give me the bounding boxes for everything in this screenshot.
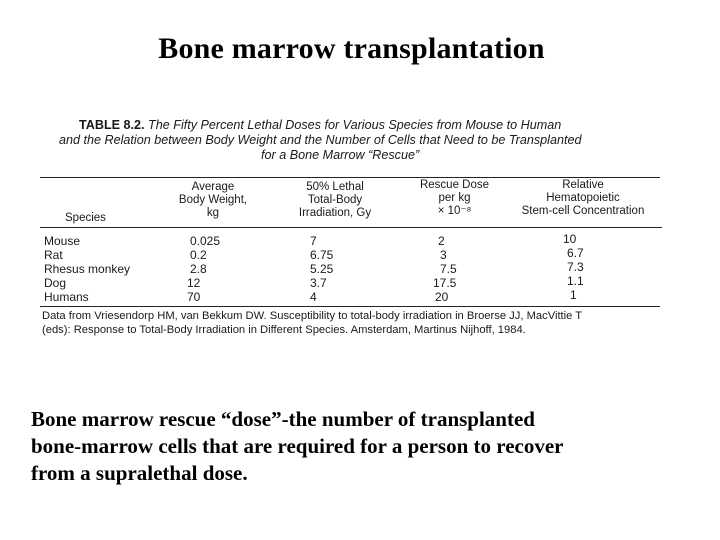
definition-line-3: from a supralethal dose. [31, 461, 248, 485]
cell-species: Dog [44, 276, 67, 290]
cell-weight: 0.025 [190, 234, 221, 248]
caption-line-2: and the Relation between Body Weight and the Number of Cells that Need to be Transplanted [59, 133, 582, 147]
definition-line-1: Bone marrow rescue “dose”-the number of transplanted [31, 407, 535, 431]
header-lethal-line-1: 50% Lethal [306, 181, 364, 193]
table-bottom-rule [40, 306, 660, 307]
slide-title: Bone marrow transplantation [158, 32, 545, 65]
header-rescue-dose [392, 179, 517, 218]
table-header-rule [40, 227, 662, 228]
cell-weight: 2.8 [190, 262, 207, 276]
cell-stem: 1.1 [567, 274, 584, 288]
header-rescue-line-1: Rescue Dose [419, 179, 490, 191]
cell-rescue: 17.5 [433, 276, 457, 290]
cell-species: Humans [44, 290, 89, 304]
cell-weight: 70 [187, 290, 201, 304]
cell-lethal: 7 [310, 234, 317, 248]
header-stem-line-3: Stem-cell Concentration [521, 205, 645, 217]
header-lethal-line-2: Total-Body [307, 194, 363, 206]
cell-weight: 12 [187, 276, 201, 290]
header-stem-cell [508, 179, 658, 218]
table-caption [59, 118, 659, 163]
cell-stem: 10 [563, 232, 577, 246]
header-species-line: Species [65, 212, 106, 224]
cell-lethal: 4 [310, 290, 317, 304]
cell-species: Mouse [44, 234, 81, 248]
cell-rescue: 2 [438, 234, 445, 248]
header-lethal-line-3: Irradiation, Gy [298, 207, 372, 219]
cell-stem: 1 [570, 288, 577, 302]
header-weight-line-2: Body Weight, [178, 194, 248, 206]
cell-lethal: 6.75 [310, 248, 334, 262]
cell-rescue: 7.5 [440, 262, 457, 276]
header-body-weight [158, 181, 268, 220]
caption-line-3: for a Bone Marrow “Rescue” [261, 148, 420, 162]
header-stem-line-2: Hematopoietic [546, 192, 620, 204]
table-footnote [42, 309, 667, 337]
cell-species: Rhesus monkey [44, 262, 131, 276]
header-rescue-line-2: per kg [438, 192, 471, 204]
header-stem-line-1: Relative [562, 179, 604, 191]
header-weight-line-1: Average [191, 181, 235, 193]
cell-weight: 0.2 [190, 248, 207, 262]
cell-lethal: 3.7 [310, 276, 327, 290]
cell-species: Rat [44, 248, 63, 262]
caption-line-1 [59, 118, 659, 133]
header-rescue-line-3: × 10⁻⁸ [437, 205, 472, 217]
cell-lethal: 5.25 [310, 262, 334, 276]
header-species [42, 212, 145, 225]
header-weight-line-3: kg [206, 207, 220, 219]
table-label: TABLE 8.2. [79, 118, 145, 132]
cell-rescue: 20 [435, 290, 449, 304]
footnote-line-2: (eds): Response to Total-Body Irradiation in Different Species. Amsterdam, Martinus Nijhoff, 1984. [42, 324, 526, 336]
cell-stem: 6.7 [567, 246, 584, 260]
caption-text-1: The Fifty Percent Lethal Doses for Various Species from Mouse to Human [148, 118, 562, 132]
cell-rescue: 3 [440, 248, 447, 262]
cell-stem: 7.3 [567, 260, 584, 274]
footnote-line-1: Data from Vriesendorp HM, van Bekkum DW. Susceptibility to total-body irradiation in Broerse JJ, MacVittie T [42, 310, 583, 322]
header-lethal-dose [275, 181, 395, 220]
definition-text [31, 406, 701, 487]
table-top-rule [40, 177, 660, 178]
definition-line-2: bone-marrow cells that are required for a person to recover [31, 434, 564, 458]
table-figure [40, 118, 662, 348]
